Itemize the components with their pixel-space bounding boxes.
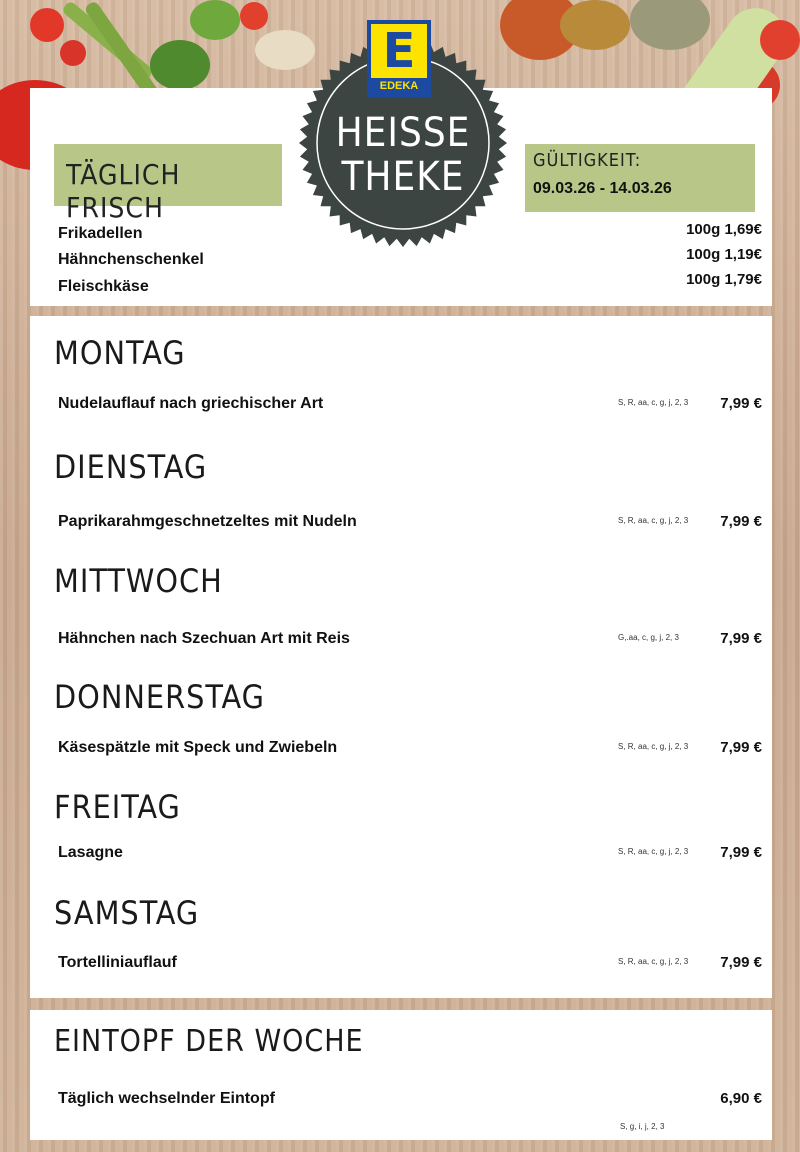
day-title: MITTWOCH <box>54 562 223 600</box>
dish-allergens: S, R, aa, c, g, j, 2, 3 <box>618 398 689 407</box>
daily-fresh-title: TÄGLICH FRISCH <box>66 158 181 224</box>
dish-name: Lasagne <box>58 844 123 861</box>
day-title: SAMSTAG <box>54 894 200 932</box>
dish-allergens: S, R, aa, c, g, j, 2, 3 <box>618 516 689 525</box>
daily-item-name: Fleischkäse <box>58 278 149 295</box>
stew-of-the-week-panel <box>30 1010 772 1140</box>
dish-price: 7,99 € <box>720 395 762 412</box>
day-title: DONNERSTAG <box>54 678 265 716</box>
dish-price: 7,99 € <box>720 844 762 861</box>
daily-item-name: Hähnchenschenkel <box>58 251 204 268</box>
stew-dish: Täglich wechselnder Eintopf <box>58 1090 275 1107</box>
badge-line-2: THEKE <box>341 154 465 200</box>
dish-allergens: S, R, aa, c, g, j, 2, 3 <box>618 957 689 966</box>
edeka-logo-text: EDEKA <box>379 80 419 92</box>
dish-name: Tortelliniauflauf <box>58 954 177 971</box>
daily-item-price: 100g 1,79€ <box>686 271 762 288</box>
badge-line-1: HEISSE <box>335 110 471 156</box>
edeka-logo <box>367 20 431 98</box>
daily-fresh-title-box <box>54 144 282 224</box>
dish-name: Paprikarahmgeschnetzeltes mit Nudeln <box>58 513 357 530</box>
dish-price: 7,99 € <box>720 513 762 530</box>
dish-name: Nudelauflauf nach griechischer Art <box>58 395 324 412</box>
stew-allergens: S, g, i, j, 2, 3 <box>620 1122 665 1131</box>
stew-price: 6,90 € <box>720 1090 762 1107</box>
stew-title: EINTOPF DER WOCHE <box>54 1024 364 1059</box>
dish-price: 7,99 € <box>720 954 762 971</box>
dish-name: Hähnchen nach Szechuan Art mit Reis <box>58 630 350 647</box>
edeka-logo-letter: E <box>371 24 427 78</box>
validity-range: 09.03.26 - 14.03.26 <box>533 180 672 197</box>
daily-item-price: 100g 1,19€ <box>686 246 762 263</box>
day-title: MONTAG <box>54 334 186 372</box>
validity-label: GÜLTIGKEIT: <box>533 150 642 171</box>
day-title: FREITAG <box>54 788 181 826</box>
dish-allergens: S, R, aa, c, g, j, 2, 3 <box>618 742 689 751</box>
daily-item-name: Frikadellen <box>58 225 143 242</box>
validity-box <box>525 144 755 212</box>
dish-price: 7,99 € <box>720 739 762 756</box>
dish-name: Käsespätzle mit Speck und Zwiebeln <box>58 739 338 756</box>
dish-allergens: S, R, aa, c, g, j, 2, 3 <box>618 847 689 856</box>
weekly-menu-panel <box>30 316 772 998</box>
dish-price: 7,99 € <box>720 630 762 647</box>
day-title: DIENSTAG <box>54 448 208 486</box>
daily-item-price: 100g 1,69€ <box>686 221 762 238</box>
dish-allergens: G,.aa, c, g, j, 2, 3 <box>618 633 679 642</box>
